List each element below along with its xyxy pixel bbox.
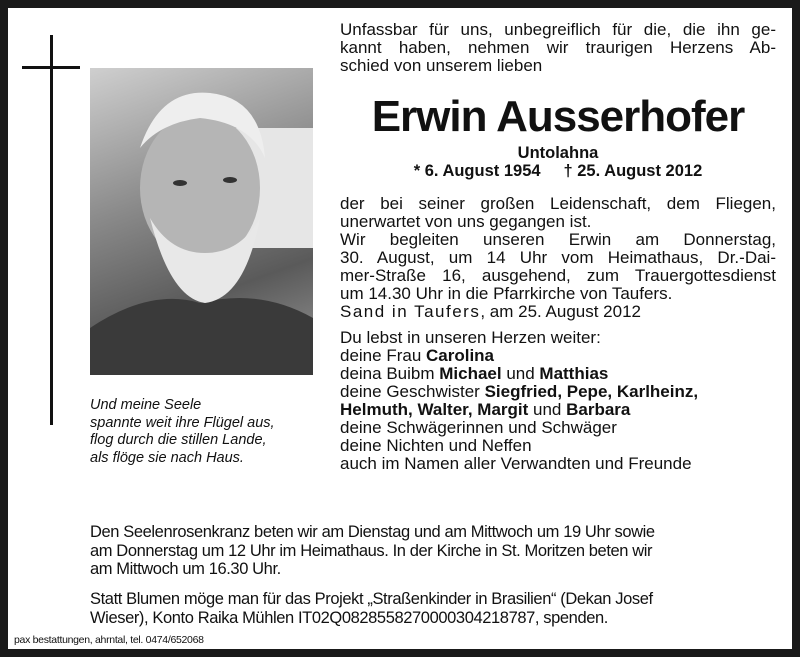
family-line [340, 383, 776, 401]
death-date: † 25. August 2012 [563, 162, 703, 180]
obituary-notice [8, 8, 792, 649]
donation-line: Wieser), Konto Raika Mühlen IT02Q0828558270000304218787, spenden. [90, 608, 608, 627]
text: deina Buibm [340, 364, 440, 383]
name: Michael [439, 364, 502, 383]
rosary-line: Den Seelenrosenkranz beten wir am Dienstag und am Mittwoch um 19 Uhr sowie [90, 523, 655, 541]
name: Barbara [566, 400, 631, 419]
intro-text [340, 21, 776, 75]
rosary-info [90, 523, 780, 579]
name: Helmuth, Walter, Margit [340, 400, 529, 419]
body-line: 30. August, um 14 Uhr vom Heimathaus, Dr.-Dai- [340, 248, 776, 267]
donation-line: Statt Blumen möge man für das Projekt „Straßenkinder in Brasilien“ (Dekan Josef [90, 590, 653, 608]
name: Matthias [539, 364, 609, 383]
family-line [340, 401, 776, 419]
body-line: der bei seiner großen Leidenschaft, dem Fliegen, [340, 194, 776, 213]
rosary-line: am Donnerstag um 12 Uhr im Heimathaus. In der Kirche in St. Moritzen beten wir [90, 541, 653, 560]
cross-icon [50, 35, 53, 425]
portrait-photo [90, 68, 313, 375]
text: deine Frau [340, 346, 426, 365]
family-lead: Du lebst in unseren Herzen weiter: [340, 328, 601, 347]
cross-icon-bar [22, 66, 80, 69]
body-line: Wir begleiten unseren Erwin am Donnerstag, [340, 230, 776, 249]
rosary-line: am Mittwoch um 16.30 Uhr. [90, 560, 281, 578]
place-date [340, 303, 776, 321]
dates [340, 162, 776, 180]
poem-line: flog durch die stillen Lande, [90, 432, 267, 448]
place: Sand in Taufers [340, 302, 481, 321]
family-line: deine Schwägerinnen und Schwäger [340, 418, 617, 437]
funeral-info [340, 195, 776, 321]
family-line: deine Nichten und Neffen [340, 436, 532, 455]
poem-line: Und meine Seele [90, 397, 202, 413]
intro-line: schied von unserem lieben [340, 56, 543, 75]
text: und [501, 364, 540, 383]
date: , am 25. August 2012 [480, 302, 641, 321]
intro-line: Unfassbar für uns, unbegreiflich für die, die ihn ge- [340, 20, 776, 39]
body-line: unerwartet von uns gegangen ist. [340, 212, 592, 231]
dates-block [340, 144, 776, 180]
intro-line: kannt haben, nehmen wir traurigen Herzens Ab- [340, 38, 776, 57]
name: Carolina [426, 346, 495, 365]
deceased-name: Erwin Ausserhofer [371, 92, 745, 141]
family-line: auch im Namen aller Verwandten und Freunde [340, 454, 692, 473]
poem [90, 397, 275, 467]
family-line [340, 347, 776, 365]
home-place: Untolahna [517, 144, 599, 162]
text: deine Geschwister [340, 382, 485, 401]
birth-date: * 6. August 1954 [413, 162, 541, 180]
poem-line: spannte weit ihre Flügel aus, [90, 414, 275, 431]
body-line: mer-Straße 16, ausgehend, zum Trauergottesdienst [340, 266, 776, 285]
family-list [340, 329, 776, 473]
poem-line: als flöge sie nach Haus. [90, 449, 244, 466]
funeral-home-credit: pax bestattungen, ahrntal, tel. 0474/652068 [14, 634, 204, 646]
name: Siegfried, Pepe, Karlheinz, [484, 382, 699, 401]
text: und [528, 400, 567, 419]
body-line: um 14.30 Uhr in die Pfarrkirche von Taufers. [340, 284, 673, 303]
donation-info [90, 590, 780, 627]
family-line [340, 365, 776, 383]
